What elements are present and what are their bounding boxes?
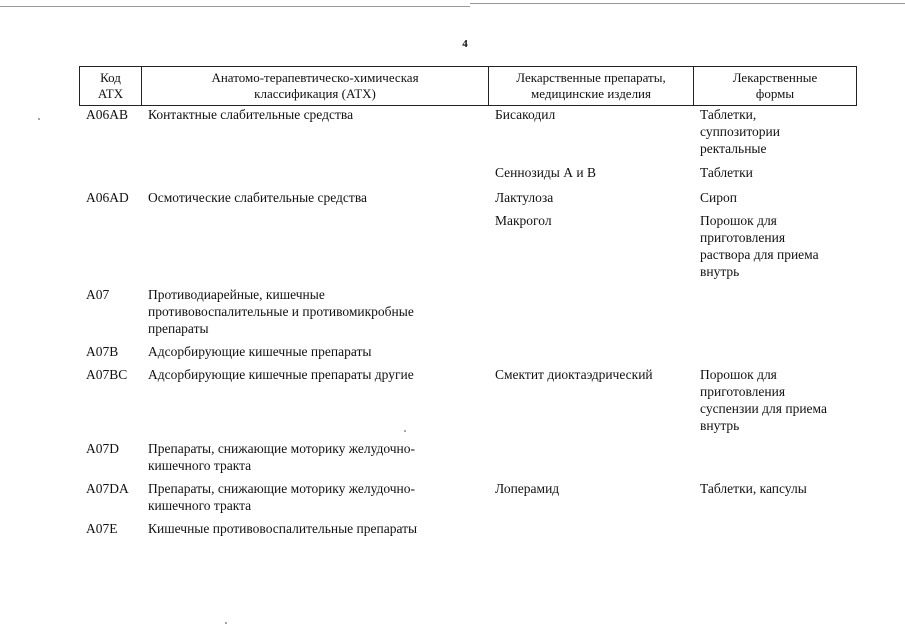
table-row bbox=[79, 440, 859, 474]
table-row bbox=[79, 189, 859, 206]
table-row bbox=[79, 366, 859, 434]
atx-classification: Осмотические слабительные средства bbox=[148, 190, 368, 205]
atx-code: A07BC bbox=[86, 367, 128, 382]
drug-name bbox=[494, 343, 699, 360]
table-row bbox=[79, 480, 859, 514]
drug-name bbox=[494, 520, 699, 537]
header-code: Код ATX bbox=[80, 67, 142, 106]
dosage-form bbox=[699, 520, 859, 537]
table-row bbox=[79, 212, 859, 280]
drug-name: Сеннозиды А и В bbox=[495, 165, 596, 180]
drug-name: Бисакодил bbox=[495, 107, 556, 122]
drug-name: Лоперамид bbox=[495, 481, 560, 496]
dosage-form bbox=[699, 440, 859, 474]
atx-classification: Противодиарейные, кишечные противовоспалительные и противомикробные препараты bbox=[148, 287, 414, 336]
scan-line-right bbox=[470, 3, 905, 4]
atx-classification: Контактные слабительные средства bbox=[148, 107, 354, 122]
atx-classification bbox=[147, 164, 494, 181]
atx-code: A07 bbox=[86, 287, 110, 302]
atx-classification: Адсорбирующие кишечные препараты bbox=[148, 344, 372, 359]
atx-code: A06AB bbox=[86, 107, 129, 122]
atx-code bbox=[79, 164, 147, 181]
header-classification: Анатомо-терапевтическо-химическая классификация (АТХ) bbox=[142, 67, 489, 106]
drug-name bbox=[494, 286, 699, 337]
dosage-form bbox=[699, 286, 859, 337]
atx-classification: Препараты, снижающие моторику желудочно- кишечного тракта bbox=[148, 441, 416, 473]
dosage-form: Таблетки bbox=[700, 165, 753, 180]
atx-code bbox=[79, 212, 147, 280]
table-row bbox=[79, 520, 859, 537]
atx-code: A07DA bbox=[86, 481, 129, 496]
dosage-form: Таблетки, капсулы bbox=[700, 481, 807, 496]
page-number: 4 bbox=[462, 38, 468, 50]
dosage-form bbox=[699, 343, 859, 360]
atx-classification: Кишечные противовоспалительные препараты bbox=[148, 521, 418, 536]
drug-name: Макрогол bbox=[495, 213, 552, 228]
atx-code: A07E bbox=[86, 521, 118, 536]
atx-classification bbox=[147, 212, 494, 280]
drug-name: Смектит диоктаэдрический bbox=[495, 367, 653, 382]
table-row bbox=[79, 106, 859, 157]
atx-code: A07D bbox=[86, 441, 119, 456]
drug-name bbox=[494, 440, 699, 474]
header-forms: Лекарственные формы bbox=[694, 67, 857, 106]
table-row bbox=[79, 343, 859, 360]
atx-code: A07B bbox=[86, 344, 119, 359]
drug-name: Лактулоза bbox=[495, 190, 554, 205]
dosage-form: Таблетки, суппозитории ректальные bbox=[700, 107, 780, 156]
dosage-form: Сироп bbox=[700, 190, 737, 205]
table-row bbox=[79, 164, 859, 181]
atx-classification: Препараты, снижающие моторику желудочно- кишечного тракта bbox=[148, 481, 416, 513]
atx-code: A06AD bbox=[86, 190, 129, 205]
header-drugs: Лекарственные препараты, медицинские изделия bbox=[489, 67, 694, 106]
dosage-form: Порошок для приготовления суспензии для приема внутрь bbox=[700, 367, 827, 433]
scan-speck bbox=[38, 118, 40, 120]
table-header bbox=[79, 66, 857, 106]
atx-classification: Адсорбирующие кишечные препараты другие bbox=[148, 367, 414, 382]
scan-speck bbox=[225, 622, 227, 624]
scan-line-left bbox=[0, 6, 470, 7]
table-row bbox=[79, 286, 859, 337]
table-body bbox=[79, 104, 859, 537]
dosage-form: Порошок для приготовления раствора для приема внутрь bbox=[700, 213, 819, 279]
